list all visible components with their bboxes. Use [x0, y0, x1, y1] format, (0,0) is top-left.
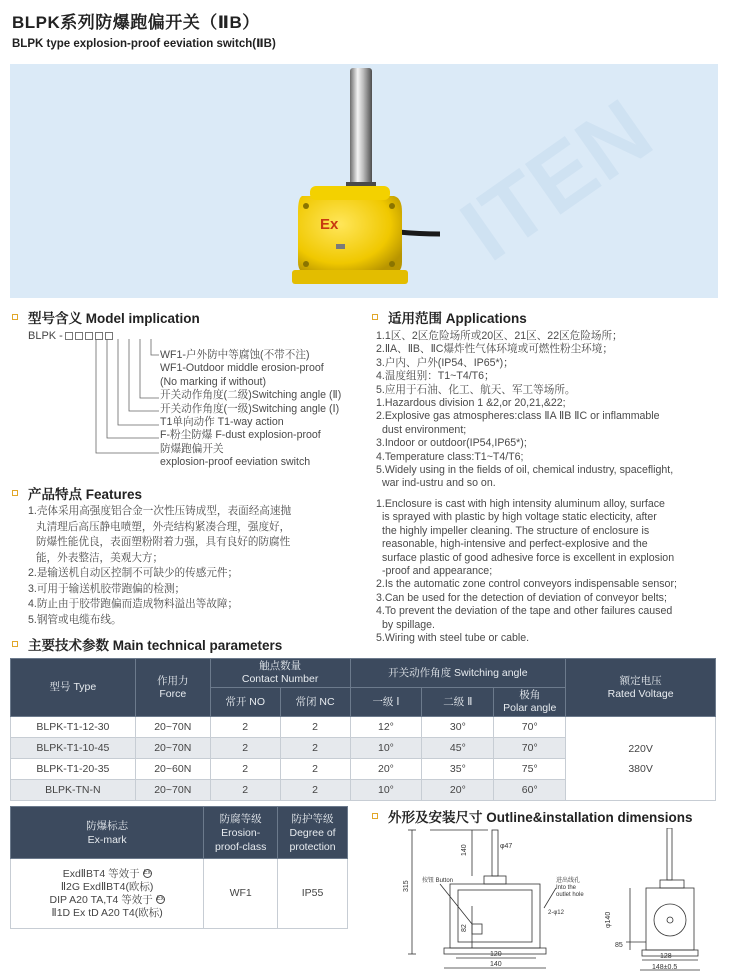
model-line: T1单向动作 T1-way action [160, 416, 284, 429]
application-line: 5.Widely using in the fields of oil, chemical industry, spaceflight, [376, 464, 674, 477]
tech-params-table [10, 658, 716, 801]
th-erosion-class: 防腐等级 Erosion- proof-class [204, 807, 278, 859]
cell-force: 20~70N [135, 780, 210, 801]
th-rated-voltage: 额定电压 Rated Voltage [566, 659, 716, 717]
cell-angle1: 12° [350, 717, 422, 738]
th-level2: 二级 Ⅱ [422, 688, 494, 717]
cell-angle1: 10° [350, 738, 422, 759]
model-line: WF1-户外防中等腐蚀(不带不注) [160, 349, 310, 361]
application-line: 1.1区、2区危险场所或20区、21区、22区危险场所； [376, 330, 623, 342]
model-explanation-list [160, 349, 341, 470]
feature-en-line: -proof and appearance; [382, 565, 493, 578]
cell-force: 20~70N [135, 738, 210, 759]
application-line: 1.Hazardous division 1 &2,or 20,21,&22; [376, 397, 566, 410]
cell-no: 2 [210, 759, 280, 780]
model-line: 开关动作角度(二级)Switching angle (Ⅱ) [160, 389, 342, 402]
feature-en-line: the highly impeller cleaning. The structure of enclosure is [382, 524, 650, 537]
model-line: explosion-proof eeviation switch [160, 456, 311, 469]
application-line: 3.户内、户外(IP54、IP65*)； [376, 356, 514, 369]
th-level1: 一级 Ⅰ [350, 688, 422, 717]
dim-315: 315 [403, 880, 410, 892]
tech-params-heading: 主要技术参数 Main technical parameters [12, 634, 282, 654]
feature-en-line: surface plastic of good adhesive force is excellent in explosion [382, 551, 675, 564]
cell-ex-mark: ExdⅡBT4 等效于 Ex Ⅱ2G ExdⅡBT4(欧标) DIP A20 TA,T4 等效于 Ex Ⅱ1D Ex tD A20 T4(欧标) [11, 859, 204, 929]
dim-82: 82 [461, 924, 468, 932]
model-code-prefix: BLPK - [28, 330, 63, 342]
dim-128: 128 [660, 953, 672, 960]
th-no: 常开 NO [210, 688, 280, 717]
dim-140: 140 [490, 961, 502, 968]
th-nc: 常闭 NC [280, 688, 350, 717]
th-switching-angle: 开关动作角度 Switching angle [350, 659, 566, 688]
cell-rated-voltage: 220V 380V [566, 717, 716, 801]
feature-en-line: 5.Wiring with steel tube or cable. [376, 632, 530, 645]
feature-en-line: by spillage. [382, 618, 435, 631]
cell-angle2: 45° [422, 738, 494, 759]
feature-en-line: 4.To prevent the deviation of the tape and other failures caused [376, 605, 673, 618]
th-polar-angle: 极角 Polar angle [494, 688, 566, 717]
feature-cn-line: 2.是输送机自动区控制不可缺少的传感元件； [28, 567, 239, 579]
dimensions-heading: 外形及安装尺寸 Outline&installation dimensions [372, 806, 693, 826]
dimensions-drawing [360, 828, 720, 974]
watermark-logo: ITEN [444, 80, 670, 281]
dim-120: 120 [490, 951, 502, 958]
cell-type: BLPK-T1-20-35 [11, 759, 136, 780]
dim-148: 148±0.5 [652, 964, 678, 971]
model-implication-heading: 型号含义 Model implication [12, 307, 200, 327]
cell-angle2: 20° [422, 780, 494, 801]
dim-85: 85 [615, 942, 623, 949]
cell-polar: 70° [494, 738, 566, 759]
dim-phi140: φ140 [605, 911, 612, 928]
application-line: 5.应用于石油、化工、航天、军工等场所。 [376, 383, 576, 396]
ex-symbol-icon: Ex [156, 896, 164, 903]
th-type: 型号 Type [11, 659, 136, 717]
cell-polar: 75° [494, 759, 566, 780]
switch-body [298, 196, 402, 276]
cell-erosion-class: WF1 [204, 859, 278, 929]
feature-en-line: 2.Is the automatic zone control conveyors indispensable sensor; [376, 578, 677, 591]
feature-cn-line: 4.防止由于胶带跑偏而造成物料溢出等故障； [28, 598, 239, 610]
cable [398, 232, 440, 234]
model-line: 防爆跑偏开关 [160, 442, 224, 455]
model-line: F-粉尘防爆 F-dust explosion-proof [160, 429, 321, 442]
application-line: 2.ⅡA、ⅡB、ⅡC爆炸性气体环境或可燃性粉尘环境； [376, 343, 613, 356]
cell-no: 2 [210, 780, 280, 801]
feature-cn-line: 丸清理后高压静电喷塑，外壳结构紧凑合理，强度好， [36, 520, 291, 533]
dim-2-phi12: 2-φ12 [548, 910, 564, 916]
cell-type: BLPK-T1-12-30 [11, 717, 136, 738]
dim-phi47: φ47 [500, 843, 513, 850]
applications-heading: 适用范围 Applications [372, 307, 527, 327]
th-force: 作用力 Force [135, 659, 210, 717]
cell-type: BLPK-TN-N [11, 780, 136, 801]
label-button: 按钮 Button [422, 878, 454, 884]
cell-angle1: 10° [350, 780, 422, 801]
application-line: 3.Indoor or outdoor(IP54,IP65*); [376, 437, 527, 450]
cell-nc: 2 [280, 738, 350, 759]
application-line: war ind-ustru and so on. [382, 477, 496, 490]
ex-marking-text: Ex [320, 216, 339, 233]
cell-polar: 70° [494, 717, 566, 738]
feature-cn-line: 防爆性能优良，表面塑粉附着力强，具有良好的防腐性 [36, 536, 291, 548]
cell-polar: 60° [494, 780, 566, 801]
feature-cn-line: 能，外表整洁，美观大方； [36, 551, 164, 564]
model-code-leader-lines [60, 339, 160, 474]
application-line: 2.Explosive gas atmospheres:class ⅡA ⅡB ⅡC or inflammable [376, 410, 660, 423]
ex-mark-table [10, 806, 348, 929]
label-outlet-en2: outlet hole [556, 892, 584, 898]
label-outlet-en1: Into the [556, 885, 577, 891]
applications-list [376, 330, 673, 491]
feature-cn-line: 1.壳体采用高强度铝合金一次性压铸成型，表面经高速抛 [28, 505, 292, 517]
page-title: BLPK系列防爆跑偏开关（ⅡB） [12, 13, 260, 32]
application-line: 4.Temperature class:T1~T4/T6; [376, 450, 524, 463]
ex-symbol-icon: Ex [143, 870, 151, 877]
cell-no: 2 [210, 717, 280, 738]
th-ex-mark: 防爆标志 Ex-mark [11, 807, 204, 859]
cell-nc: 2 [280, 759, 350, 780]
features-en-list [376, 498, 677, 645]
cell-no: 2 [210, 738, 280, 759]
model-line: (No marking if without) [160, 375, 266, 388]
application-line: dust environment; [382, 423, 467, 436]
th-contact: 触点数量 Contact Number [210, 659, 350, 688]
feature-en-line: 3.Can be used for the detection of deviation of conveyor belts; [376, 591, 667, 604]
features-heading: 产品特点 Features [12, 483, 142, 503]
roller-rod [350, 68, 372, 186]
features-cn-list [28, 504, 291, 628]
product-photo [10, 64, 718, 298]
model-line: 开关动作角度(一级)Switching angle (Ⅰ) [160, 402, 340, 415]
application-line: 4.温度组别：T1~T4/T6； [376, 370, 495, 383]
cell-nc: 2 [280, 780, 350, 801]
cell-force: 20~70N [135, 717, 210, 738]
feature-en-line: 1.Enclosure is cast with high intensity aluminum alloy, surface [376, 498, 665, 510]
model-line: WF1-Outdoor middle erosion-proof [160, 362, 324, 375]
label-outlet-cn: 进出线孔 [556, 878, 581, 884]
cell-nc: 2 [280, 717, 350, 738]
feature-cn-line: 3.可用于输送机胶带跑偏的检测； [28, 582, 186, 595]
product-photo-panel [10, 64, 718, 298]
cell-type: BLPK-T1-10-45 [11, 738, 136, 759]
cell-force: 20~60N [135, 759, 210, 780]
feature-cn-line: 5.钢管或电缆布线。 [28, 613, 122, 626]
dim-140-vertical: 140 [461, 844, 468, 856]
table-row [11, 717, 716, 738]
cell-angle2: 35° [422, 759, 494, 780]
th-protection-degree: 防护等级 Degree of protection [278, 807, 348, 859]
cell-protection-degree: IP55 [278, 859, 348, 929]
feature-en-line: reasonable, high-intensive and perfect-explosive and the [382, 538, 648, 551]
table-row [11, 859, 348, 929]
page-subtitle: BLPK type explosion-proof eeviation switch(ⅡB) [12, 38, 276, 50]
cell-angle2: 30° [422, 717, 494, 738]
cell-angle1: 20° [350, 759, 422, 780]
feature-en-line: is sprayed with plastic by high voltage static electicity, after [382, 511, 657, 524]
